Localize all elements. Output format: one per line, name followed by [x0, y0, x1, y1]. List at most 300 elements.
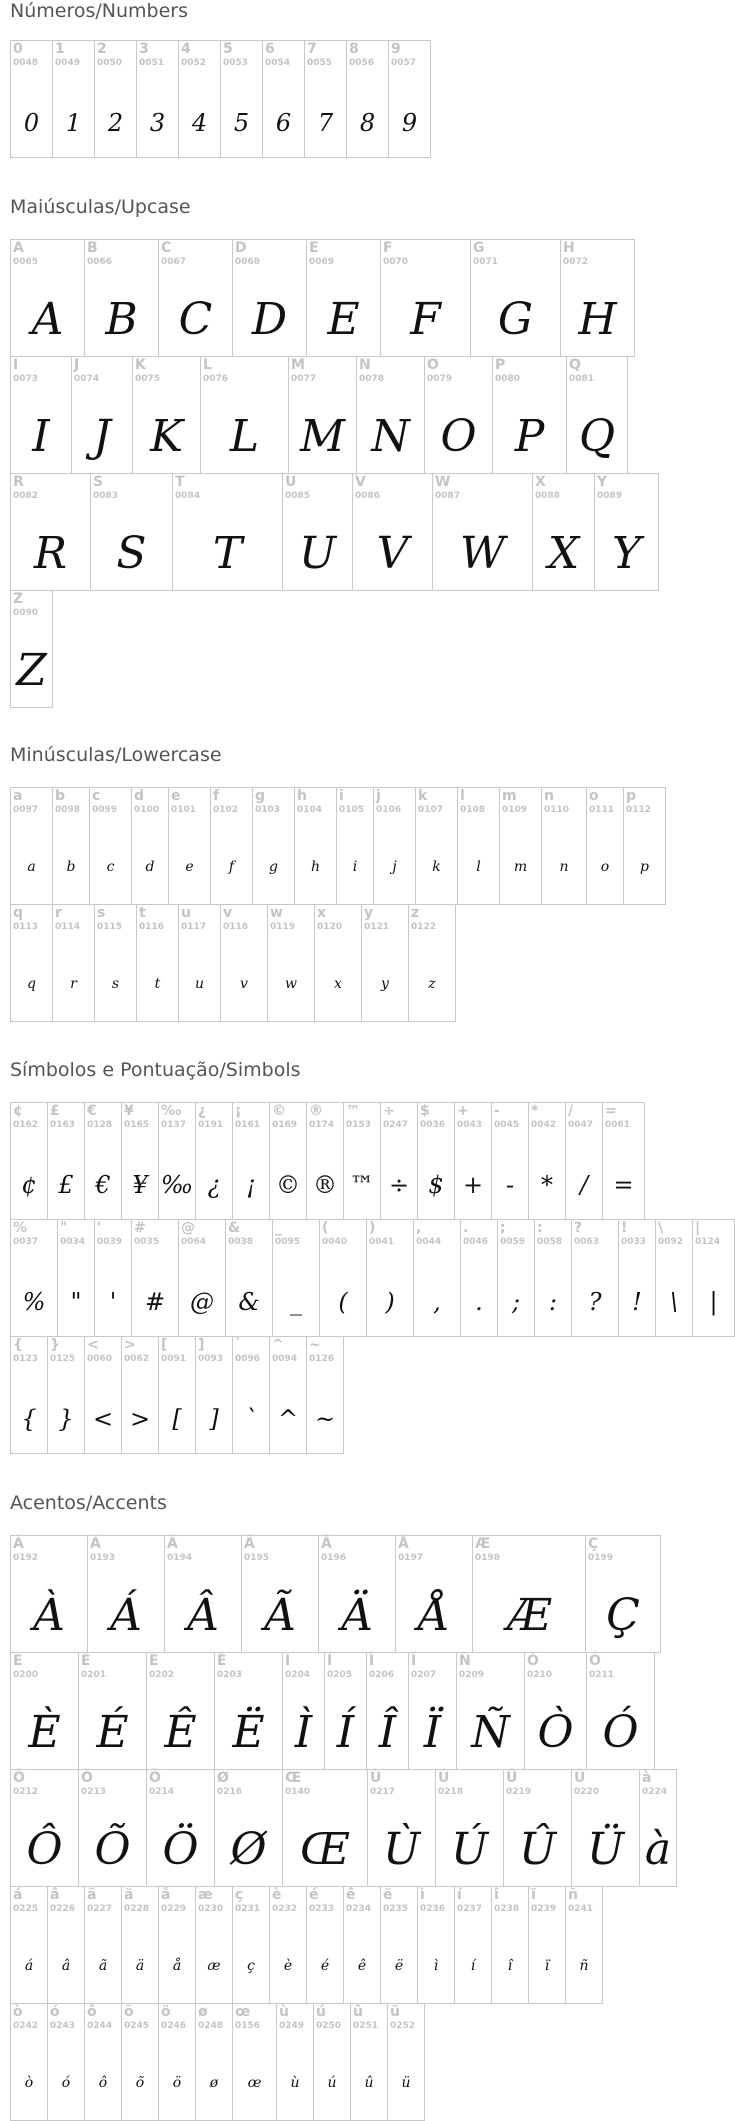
glyph-label: A — [13, 240, 24, 256]
glyph-code: 0250 — [316, 2021, 342, 2031]
glyph-sample: £ — [58, 1171, 74, 1199]
glyph-sample: Y — [611, 528, 642, 579]
glyph-code: 0114 — [55, 922, 81, 932]
glyph-label: Ø — [217, 1770, 229, 1786]
glyph-cell — [57, 1219, 95, 1337]
glyph-cell — [94, 904, 137, 1022]
glyph-code: 0117 — [181, 922, 207, 932]
glyph-code: 0235 — [383, 1904, 409, 1914]
glyph-code: 0161 — [235, 1120, 261, 1130]
glyph-sample: Ë — [232, 1707, 265, 1758]
glyph-cell — [10, 473, 91, 591]
glyph-code: 0070 — [383, 257, 409, 267]
glyph-cell — [534, 1219, 572, 1337]
glyph-code: 0230 — [198, 1904, 224, 1914]
glyph-label: V — [355, 474, 366, 490]
glyph-label: ~ — [309, 1337, 321, 1353]
glyph-label: < — [87, 1337, 99, 1353]
glyph-label: ( — [322, 1220, 329, 1236]
glyph-cell — [560, 239, 635, 357]
glyph-code: 0048 — [13, 58, 39, 68]
glyph-code: 0053 — [223, 58, 249, 68]
glyph-sample: ÷ — [388, 1171, 410, 1199]
glyph-label: õ — [124, 2004, 134, 2020]
glyph-sample: G — [497, 294, 534, 345]
glyph-cell — [232, 2003, 277, 2121]
glyph-label: * — [531, 1103, 539, 1119]
glyph-cell — [602, 1102, 645, 1220]
glyph-code: 0064 — [181, 1237, 207, 1247]
glyph-sample: Å — [418, 1590, 450, 1641]
glyph-sample: 8 — [359, 109, 376, 137]
glyph-label: M — [291, 357, 305, 373]
glyph-sample: M — [299, 411, 346, 462]
glyph-code: 0218 — [438, 1787, 464, 1797]
glyph-label: í — [457, 1887, 462, 1903]
glyph-code: 0038 — [228, 1237, 254, 1247]
glyph-cell — [195, 1886, 233, 2004]
glyph-sample: á — [24, 1958, 34, 1974]
glyph-cell — [276, 2003, 314, 2121]
glyph-code: 0055 — [307, 58, 333, 68]
glyph-cell — [585, 1535, 661, 1653]
glyph-sample: ï — [544, 1958, 550, 1974]
glyph-sample: B — [105, 294, 138, 345]
glyph-label: € — [87, 1103, 97, 1119]
glyph-label: 2 — [97, 41, 107, 57]
glyph-cell — [136, 904, 179, 1022]
glyph-cell — [121, 1336, 159, 1454]
glyph-label: Ô — [13, 1770, 25, 1786]
glyph-cell — [94, 1219, 132, 1337]
glyph-sample: _ — [290, 1288, 302, 1316]
glyph-sample: P — [514, 411, 545, 462]
glyph-sample: h — [310, 859, 321, 875]
glyph-cell — [10, 356, 72, 474]
glyph-label: À — [13, 1536, 24, 1552]
glyph-label: Ó — [589, 1653, 601, 1669]
glyph-cell — [313, 2003, 351, 2121]
glyph-label: U — [285, 474, 297, 490]
glyph-sample: ë — [394, 1958, 404, 1974]
glyph-label: @ — [181, 1220, 195, 1236]
glyph-label: J — [74, 357, 80, 373]
glyph-cell — [532, 473, 595, 591]
glyph-label: [ — [161, 1337, 168, 1353]
glyph-code: 0045 — [494, 1120, 520, 1130]
glyph-sample: E — [327, 294, 360, 345]
glyph-sample: ! — [632, 1288, 642, 1316]
glyph-label: q — [13, 905, 24, 921]
glyph-code: 0051 — [139, 58, 165, 68]
glyph-sample: C — [178, 294, 213, 345]
glyph-cell — [306, 1886, 344, 2004]
glyph-sample: ] — [209, 1405, 219, 1433]
glyph-label: : — [537, 1220, 543, 1236]
glyph-label: Å — [398, 1536, 409, 1552]
glyph-sample: ) — [385, 1288, 395, 1316]
glyph-sample: A — [31, 294, 64, 345]
glyph-code: 0050 — [97, 58, 123, 68]
glyph-code: 0034 — [60, 1237, 86, 1247]
glyph-sample: ñ — [579, 1958, 589, 1974]
glyph-code: 0140 — [285, 1787, 311, 1797]
glyph-label: N — [359, 357, 371, 373]
glyph-label: t — [139, 905, 146, 921]
glyph-sample: í — [470, 1958, 476, 1974]
glyph-cell — [318, 1535, 396, 1653]
glyph-label: 8 — [349, 41, 359, 57]
section-title: Minúsculas/Lowercase — [10, 744, 222, 766]
glyph-label: h — [297, 788, 307, 804]
glyph-sample: z — [428, 976, 436, 992]
glyph-code: 0040 — [322, 1237, 348, 1247]
glyph-label: i — [339, 788, 344, 804]
glyph-code: 0072 — [563, 257, 589, 267]
glyph-cell — [136, 40, 179, 158]
glyph-sample: . — [475, 1288, 483, 1316]
glyph-cell — [565, 1886, 603, 2004]
glyph-sample: ò — [24, 2075, 34, 2091]
glyph-cell — [460, 1219, 498, 1337]
glyph-sample: < — [92, 1405, 114, 1433]
glyph-cell — [168, 787, 211, 905]
glyph-sample: Ç — [606, 1590, 640, 1641]
glyph-cell — [324, 1652, 367, 1770]
glyph-label: Û — [506, 1770, 518, 1786]
glyph-label: ¿ — [198, 1103, 207, 1119]
glyph-cell — [10, 1219, 58, 1337]
glyph-label: > — [124, 1337, 136, 1353]
glyph-sample: u — [194, 976, 205, 992]
glyph-code: 0162 — [13, 1120, 39, 1130]
glyph-code: 0061 — [605, 1120, 631, 1130]
glyph-code: 0206 — [369, 1670, 395, 1680]
glyph-code: 0199 — [588, 1553, 614, 1563]
glyph-label: ¥ — [124, 1103, 134, 1119]
glyph-cell — [10, 1336, 48, 1454]
glyph-code: 0087 — [435, 491, 461, 501]
glyph-label: { — [13, 1337, 23, 1353]
glyph-cell — [623, 787, 666, 905]
glyph-sample: c — [106, 859, 115, 875]
glyph-cell — [158, 1336, 196, 1454]
glyph-sample: q — [27, 976, 36, 992]
glyph-label: Y — [597, 474, 608, 490]
glyph-sample: õ — [135, 2075, 145, 2091]
glyph-label: © — [272, 1103, 286, 1119]
glyph-label: ñ — [568, 1887, 578, 1903]
glyph-code: 0219 — [506, 1787, 532, 1797]
glyph-sample: - — [505, 1171, 515, 1199]
glyph-label: á — [13, 1887, 23, 1903]
glyph-sample: p — [640, 859, 649, 875]
glyph-cell — [388, 40, 431, 158]
glyph-label: e — [171, 788, 181, 804]
glyph-label: m — [502, 788, 517, 804]
glyph-cell — [269, 1886, 307, 2004]
glyph-label: L — [203, 357, 212, 373]
glyph-label: Ú — [438, 1770, 450, 1786]
glyph-code: 0156 — [235, 2021, 261, 2031]
glyph-sample: ~ — [314, 1405, 336, 1433]
glyph-label: B — [87, 240, 98, 256]
glyph-sample: ¿ — [207, 1171, 221, 1199]
glyph-label: $ — [420, 1103, 430, 1119]
glyph-code: 0059 — [500, 1237, 526, 1247]
glyph-code: 0093 — [198, 1354, 224, 1364]
glyph-cell — [131, 1219, 179, 1337]
glyph-code: 0041 — [369, 1237, 395, 1247]
glyph-code: 0111 — [589, 805, 615, 815]
glyph-sample: K — [150, 411, 183, 462]
glyph-code: 0242 — [13, 2021, 39, 2031]
glyph-label: r — [55, 905, 62, 921]
glyph-sample: W — [459, 528, 506, 579]
glyph-label: Í — [327, 1653, 333, 1669]
glyph-code: 0098 — [55, 805, 81, 815]
glyph-label: s — [97, 905, 106, 921]
glyph-code: 0137 — [161, 1120, 187, 1130]
glyph-sample: % — [22, 1288, 46, 1316]
glyph-sample: Q — [578, 411, 616, 462]
glyph-sample: n — [559, 859, 569, 875]
glyph-code: 0243 — [50, 2021, 76, 2031]
glyph-label: ? — [574, 1220, 583, 1236]
glyph-cell — [267, 904, 315, 1022]
glyph-sample: ¥ — [132, 1171, 148, 1199]
glyph-code: 0248 — [198, 2021, 224, 2031]
glyph-cell — [158, 1102, 196, 1220]
glyph-sample: w — [285, 976, 297, 992]
glyph-cell — [655, 1219, 693, 1337]
glyph-code: 0079 — [427, 374, 453, 384]
glyph-cell — [528, 1886, 566, 2004]
glyph-label: I — [13, 357, 19, 373]
glyph-cell — [178, 904, 221, 1022]
glyph-sample: ‰ — [160, 1171, 194, 1199]
glyph-cell — [178, 40, 221, 158]
glyph-code: 0237 — [457, 1904, 483, 1914]
glyph-code: 0125 — [50, 1354, 76, 1364]
glyph-sample: j — [392, 859, 397, 875]
glyph-label: Ä — [321, 1536, 332, 1552]
glyph-cell — [491, 1102, 529, 1220]
glyph-label: Á — [90, 1536, 101, 1552]
glyph-cell — [232, 239, 307, 357]
glyph-cell — [10, 590, 53, 708]
glyph-cell — [164, 1535, 242, 1653]
glyph-sample: È — [28, 1707, 61, 1758]
glyph-code: 0226 — [50, 1904, 76, 1914]
glyph-cell — [252, 787, 295, 905]
glyph-label: 6 — [265, 41, 275, 57]
glyph-sample: Ö — [162, 1824, 199, 1875]
glyph-label: } — [50, 1337, 60, 1353]
glyph-sample: R — [33, 528, 68, 579]
glyph-code: 0063 — [574, 1237, 600, 1247]
glyph-cell — [10, 904, 53, 1022]
glyph-label: ó — [50, 2004, 60, 2020]
glyph-code: 0220 — [574, 1787, 600, 1797]
glyph-code: 0236 — [420, 1904, 446, 1914]
glyph-label: Ö — [149, 1770, 161, 1786]
glyph-cell — [571, 1219, 619, 1337]
glyph-cell — [232, 1336, 270, 1454]
glyph-code: 0088 — [535, 491, 561, 501]
glyph-code: 0099 — [92, 805, 118, 815]
glyph-label: ! — [621, 1220, 628, 1236]
glyph-label: Ç — [588, 1536, 599, 1552]
glyph-code: 0043 — [457, 1120, 483, 1130]
glyph-cell — [639, 1769, 677, 1887]
glyph-label: g — [255, 788, 266, 804]
glyph-sample: è — [283, 1958, 293, 1974]
glyph-sample: @ — [190, 1288, 214, 1316]
glyph-label: ø — [198, 2004, 208, 2020]
glyph-label: 5 — [223, 41, 233, 57]
glyph-label: \ — [658, 1220, 664, 1236]
glyph-cell — [387, 2003, 425, 2121]
glyph-sample: " — [70, 1288, 82, 1316]
glyph-sample: Ô — [26, 1824, 63, 1875]
glyph-cell — [435, 1769, 504, 1887]
glyph-cell — [304, 40, 347, 158]
glyph-label: Z — [13, 591, 24, 607]
glyph-code: 0104 — [297, 805, 323, 815]
glyph-code: 0090 — [13, 608, 39, 618]
glyph-sample: 4 — [191, 109, 208, 137]
glyph-code: 0163 — [50, 1120, 76, 1130]
glyph-code: 0153 — [346, 1120, 372, 1130]
glyph-label: o — [589, 788, 599, 804]
glyph-label: a — [13, 788, 23, 804]
glyph-sample: Ä — [341, 1590, 373, 1641]
glyph-code: 0241 — [568, 1904, 594, 1914]
glyph-code: 0076 — [203, 374, 229, 384]
glyph-cell — [346, 40, 389, 158]
glyph-label: Ñ — [459, 1653, 471, 1669]
glyph-sample: 1 — [65, 109, 82, 137]
glyph-cell — [178, 1219, 226, 1337]
glyph-cell — [131, 787, 169, 905]
glyph-cell — [84, 2003, 122, 2121]
glyph-code: 0110 — [544, 805, 570, 815]
glyph-label: X — [535, 474, 546, 490]
glyph-sample: I — [32, 411, 50, 462]
glyph-cell — [10, 787, 53, 905]
glyph-cell — [367, 1769, 436, 1887]
glyph-code: 0102 — [213, 805, 239, 815]
glyph-sample: x — [334, 976, 342, 992]
glyph-cell — [84, 1886, 122, 2004]
glyph-label: & — [228, 1220, 241, 1236]
glyph-label: = — [605, 1103, 617, 1119]
glyph-sample: œ — [247, 2075, 262, 2091]
glyph-code: 0213 — [81, 1787, 107, 1797]
glyph-code: 0205 — [327, 1670, 353, 1680]
glyph-label: T — [175, 474, 185, 490]
glyph-sample: Ù — [382, 1824, 421, 1875]
glyph-label: î — [494, 1887, 499, 1903]
glyph-cell — [343, 1102, 381, 1220]
glyph-sample: r — [70, 976, 77, 992]
glyph-code: 0122 — [411, 922, 437, 932]
glyph-sample: a — [27, 859, 36, 875]
glyph-cell — [195, 1102, 233, 1220]
glyph-cell — [262, 40, 305, 158]
glyph-code: 0229 — [161, 1904, 187, 1914]
glyph-label: f — [213, 788, 220, 804]
glyph-sample: Õ — [94, 1824, 131, 1875]
glyph-code: 0101 — [171, 805, 197, 815]
glyph-label: ï — [531, 1887, 536, 1903]
glyph-label: D — [235, 240, 247, 256]
glyph-sample: 0 — [23, 109, 40, 137]
glyph-cell — [586, 1652, 655, 1770]
glyph-label: Æ — [475, 1536, 491, 1552]
glyph-label: . — [463, 1220, 469, 1236]
glyph-sample: 3 — [149, 109, 166, 137]
glyph-sample: g — [269, 859, 278, 875]
glyph-label: z — [411, 905, 420, 921]
glyph-code: 0082 — [13, 491, 39, 501]
glyph-label: ® — [309, 1103, 323, 1119]
glyph-label: k — [418, 788, 428, 804]
glyph-sample: ö — [172, 2075, 182, 2091]
glyph-sample: 5 — [233, 109, 250, 137]
glyph-cell — [457, 787, 500, 905]
glyph-sample: î — [507, 1958, 513, 1974]
glyph-code: 0116 — [139, 922, 165, 932]
glyph-cell — [78, 1652, 147, 1770]
glyph-code: 0126 — [309, 1354, 335, 1364]
glyph-code: 0225 — [13, 1904, 39, 1914]
glyph-sample: ¡ — [246, 1171, 256, 1199]
glyph-cell — [232, 1886, 270, 2004]
glyph-sample: V — [376, 528, 409, 579]
glyph-code: 0057 — [391, 58, 417, 68]
glyph-code: 0228 — [124, 1904, 150, 1914]
glyph-code: 0202 — [149, 1670, 175, 1680]
glyph-cell — [472, 1535, 586, 1653]
glyph-label: ê — [346, 1887, 356, 1903]
glyph-code: 0209 — [459, 1670, 485, 1680]
glyph-code: 0074 — [74, 374, 100, 384]
glyph-cell — [586, 787, 624, 905]
glyph-code: 0197 — [398, 1553, 424, 1563]
glyph-label: à — [642, 1770, 652, 1786]
glyph-label: â — [50, 1887, 60, 1903]
glyph-cell — [528, 1102, 566, 1220]
glyph-cell — [373, 787, 416, 905]
glyph-code: 0049 — [55, 58, 81, 68]
glyph-sample: D — [251, 294, 288, 345]
glyph-sample: À — [33, 1590, 65, 1641]
glyph-label: ‰ — [161, 1103, 182, 1119]
glyph-cell — [456, 1652, 525, 1770]
glyph-label: y — [364, 905, 374, 921]
glyph-cell — [146, 1769, 215, 1887]
glyph-sample: k — [432, 859, 441, 875]
glyph-cell — [350, 2003, 388, 2121]
glyph-cell — [52, 40, 95, 158]
glyph-sample: ™ — [350, 1171, 374, 1199]
glyph-sample: Z — [16, 645, 47, 696]
glyph-sample: à — [644, 1824, 672, 1875]
glyph-cell — [90, 473, 173, 591]
glyph-cell — [10, 1652, 79, 1770]
